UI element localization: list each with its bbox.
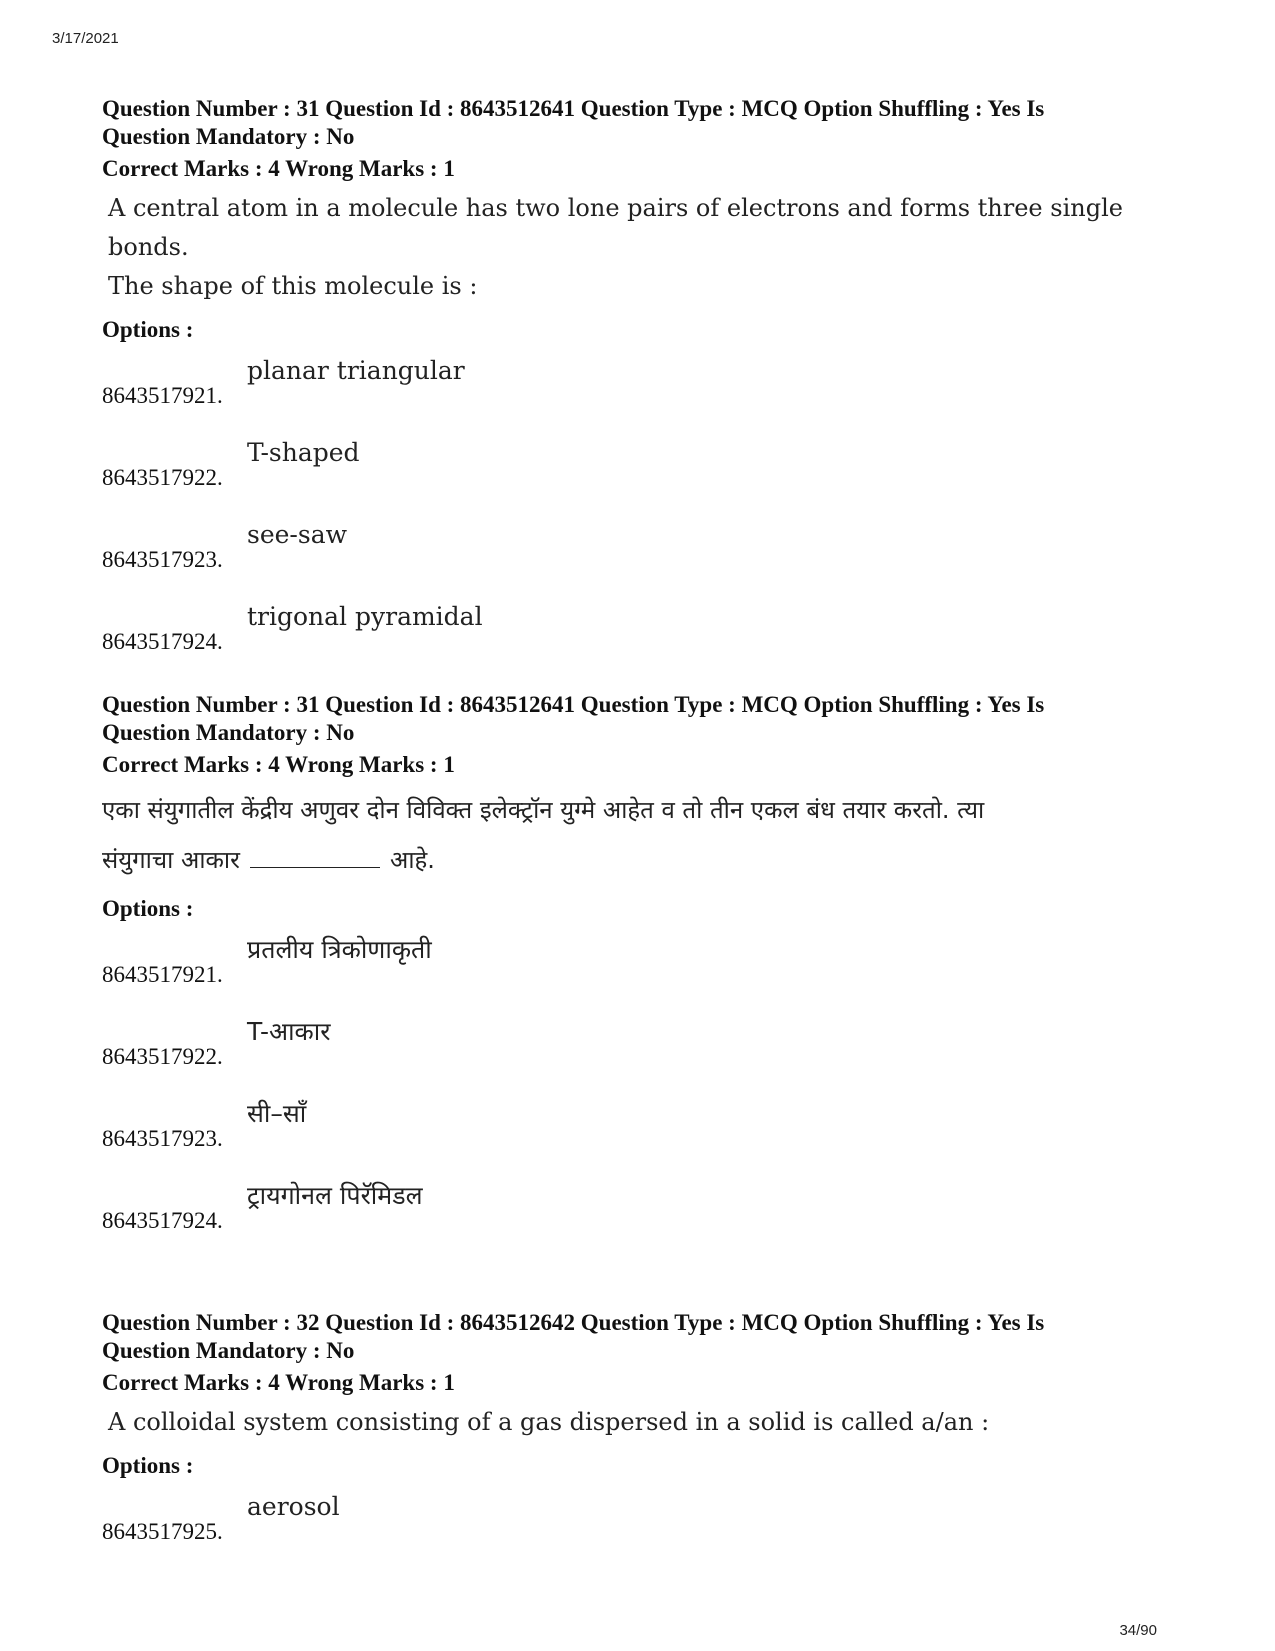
options-label: Options : [102, 317, 194, 342]
option-item [102, 1169, 1182, 1251]
option-id: 8643517924. [102, 629, 223, 654]
option-id: 8643517924. [102, 1208, 223, 1233]
option-item [102, 508, 1182, 590]
question-marks: Correct Marks : 4 Wrong Marks : 1 [102, 1370, 455, 1395]
question-text [102, 189, 1182, 306]
question-mandatory-line: Question Mandatory : No [102, 124, 355, 149]
question-meta-line: Question Number : 32 Question Id : 8643512642 Question Type : MCQ Option Shuffling : Yes Is [102, 1310, 1045, 1335]
option-item [102, 426, 1182, 508]
print-date: 3/17/2021 [52, 30, 119, 47]
option-id: 8643517921. [102, 962, 223, 987]
question-mandatory-line: Question Mandatory : No [102, 1338, 355, 1363]
fill-in-blank [250, 866, 380, 868]
question-mandatory-line: Question Mandatory : No [102, 720, 355, 745]
option-text: सी–साँ [247, 1099, 307, 1128]
option-id: 8643517921. [102, 383, 223, 408]
option-id: 8643517922. [102, 465, 223, 490]
option-item [102, 344, 1182, 426]
option-id: 8643517923. [102, 547, 223, 572]
option-id: 8643517923. [102, 1126, 223, 1151]
option-id: 8643517925. [102, 1519, 223, 1544]
option-item [102, 1005, 1182, 1087]
option-item [102, 1480, 1182, 1562]
option-text: T-shaped [247, 438, 360, 467]
option-id: 8643517922. [102, 1044, 223, 1069]
option-text: trigonal pyramidal [247, 602, 483, 631]
question-text-line: एका संयुगातील केंद्रीय अणुवर दोन विविक्त इलेक्ट्रॉन युग्मे आहेत व तो तीन एकल बंध तयार करतो. त्या [102, 796, 985, 824]
options-label: Options : [102, 896, 194, 921]
option-text: aerosol [247, 1492, 340, 1521]
question-block [102, 691, 1182, 1251]
option-text: T-आकार [247, 1017, 331, 1046]
question-meta-line: Question Number : 31 Question Id : 8643512641 Question Type : MCQ Option Shuffling : Yes Is [102, 692, 1045, 717]
question-text-segment: आहे. [389, 846, 435, 874]
option-item [102, 923, 1182, 1005]
question-block [102, 95, 1182, 672]
question-text [102, 1403, 1182, 1442]
question-text-line: The shape of this molecule is : [108, 272, 478, 300]
option-item [102, 590, 1182, 672]
option-text: ट्रायगोनल पिरॅमिडल [247, 1181, 423, 1210]
question-block [102, 1309, 1182, 1562]
question-text-line [102, 835, 1182, 885]
option-text: see-saw [247, 520, 347, 549]
question-text-line: A central atom in a molecule has two lone pairs of electrons and forms three single bonds. [108, 194, 1123, 261]
page-number: 34/90 [1119, 1622, 1157, 1639]
question-text-segment: संयुगाचा आकार [102, 846, 240, 874]
question-text-line: A colloidal system consisting of a gas dispersed in a solid is called a/an : [108, 1408, 990, 1436]
options-label: Options : [102, 1453, 194, 1478]
question-marks: Correct Marks : 4 Wrong Marks : 1 [102, 752, 455, 777]
question-marks: Correct Marks : 4 Wrong Marks : 1 [102, 156, 455, 181]
option-text: प्रतलीय त्रिकोणाकृती [247, 935, 432, 964]
question-meta-line: Question Number : 31 Question Id : 8643512641 Question Type : MCQ Option Shuffling : Yes Is [102, 96, 1045, 121]
option-text: planar triangular [247, 356, 465, 385]
option-item [102, 1087, 1182, 1169]
question-text [102, 785, 1182, 885]
